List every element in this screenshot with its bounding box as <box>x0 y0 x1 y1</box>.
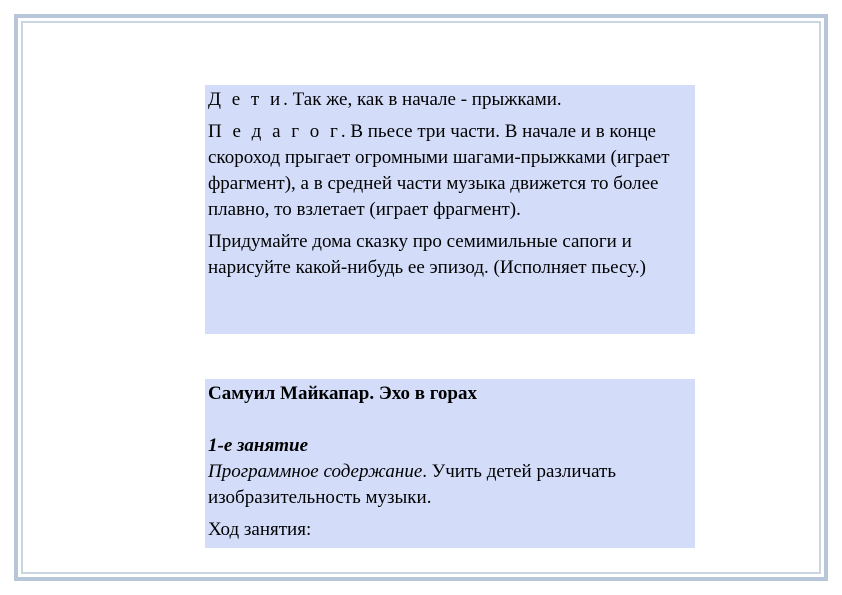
program-label: Программное содержание <box>208 461 423 482</box>
speaker-teacher: П е д а г о г <box>208 121 341 142</box>
paragraph-teacher <box>208 119 692 223</box>
lesson-course: Ход занятия: <box>208 519 312 540</box>
program-text: . Учить детей различать изобразительность музыки. <box>208 461 616 508</box>
heading-text: Самуил Майкапар. Эхо в горах <box>208 383 477 404</box>
text-block-dialogue <box>205 85 695 334</box>
speaker-children: Д е т и <box>208 89 284 110</box>
lesson-heading <box>208 379 692 407</box>
paragraph-homework: Придумайте дома сказку про семимильные сапоги и нарисуйте какой-нибудь ее эпизод. (Исполняет пьесу.) <box>208 231 646 278</box>
blank-line <box>208 407 692 433</box>
children-text: . Так же, как в начале - прыжками. <box>283 89 562 110</box>
teacher-text: . В пьесе три части. В начале и в конце скороход прыгает огромными шагами-прыжками (играет фрагмент), а в средней части музыка движется то более плавно, то взлетает (играет фрагмент). <box>208 121 670 220</box>
lesson-title <box>208 433 692 459</box>
paragraph-children <box>208 85 692 113</box>
program-content <box>208 459 692 511</box>
lesson-title-text: 1-е занятие <box>208 435 309 456</box>
text-block-lesson <box>205 379 695 548</box>
